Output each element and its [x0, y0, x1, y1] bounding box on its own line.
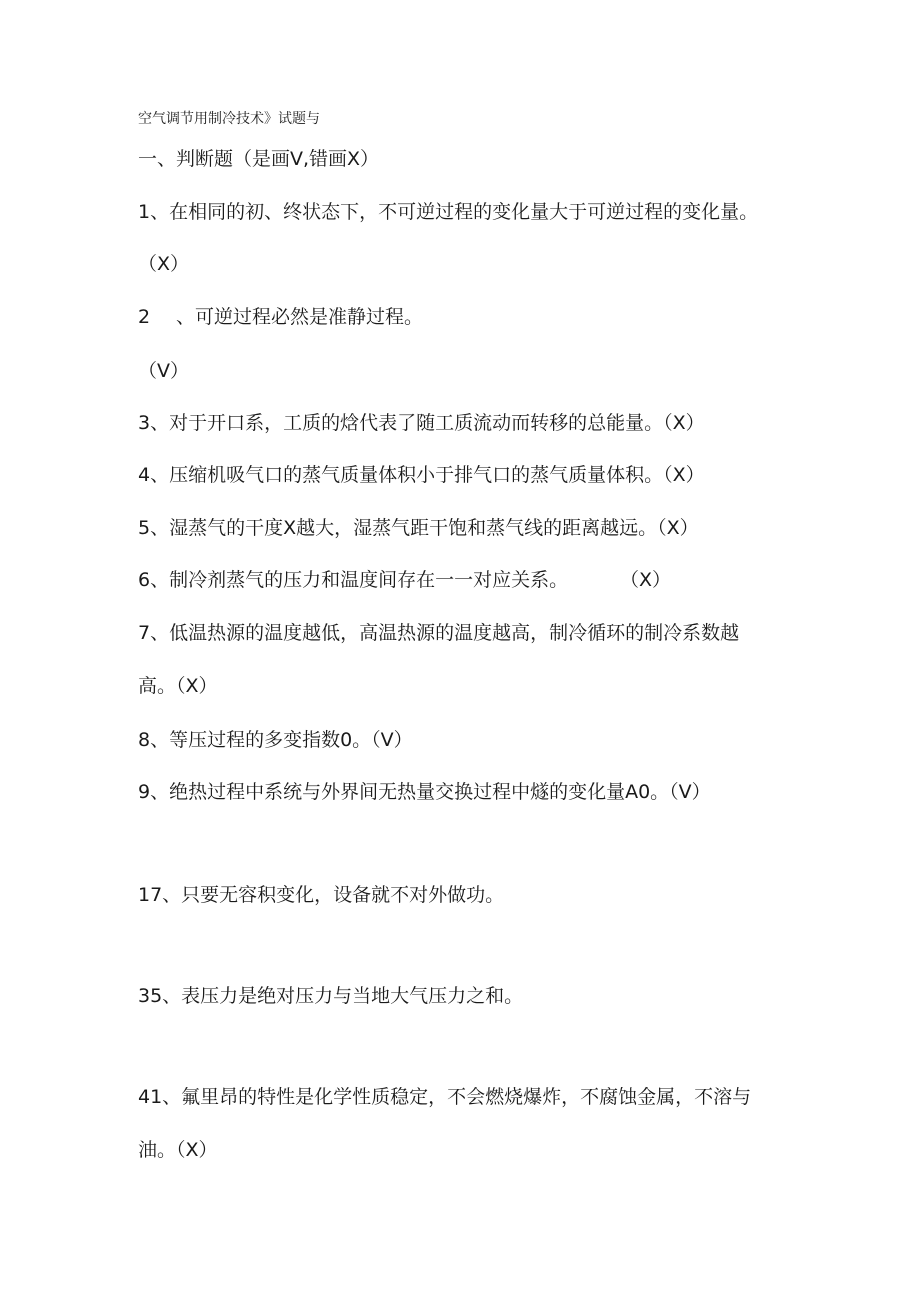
question-1-answer: （X）: [138, 253, 190, 275]
question-5: 5、湿蒸气的干度X越大，湿蒸气距干饱和蒸气线的距离越远。（X）: [138, 517, 699, 539]
question-7-continued: 高。（X）: [138, 675, 218, 697]
question-17: 17、只要无容积变化，设备就不对外做功。: [138, 884, 505, 906]
question-35: 35、表压力是绝对压力与当地大气压力之和。: [138, 985, 524, 1007]
document-title: 空气调节用制冷技术》试题与: [138, 111, 320, 127]
question-8: 8、等压过程的多变指数0。（V）: [138, 729, 413, 751]
question-41-continued: 油。（X）: [138, 1139, 218, 1161]
question-9: 9、绝热过程中系统与外界间无热量交换过程中燧的变化量A0。（V）: [138, 781, 711, 803]
question-7: 7、低温热源的温度越低，高温热源的温度越高，制冷循环的制冷系数越: [138, 622, 740, 644]
question-2: 、可逆过程必然是准静过程。: [176, 306, 424, 328]
section-heading: 一、判断题（是画V,错画X）: [138, 148, 380, 170]
question-1: 1、在相同的初、终状态下，不可逆过程的变化量大于可逆过程的变化量。: [138, 201, 759, 223]
question-3: 3、对于开口系，工质的焓代表了随工质流动而转移的总能量。（X）: [138, 412, 705, 434]
question-2-answer: （V）: [138, 360, 189, 382]
question-2-number: 2: [138, 306, 151, 328]
question-41: 41、氟里昂的特性是化学性质稳定，不会燃烧爆炸，不腐蚀金属，不溶与: [138, 1086, 752, 1108]
question-6-answer: （X）: [620, 569, 672, 591]
question-6: 6、制冷剂蒸气的压力和温度间存在一一对应关系。: [138, 569, 569, 591]
question-4: 4、压缩机吸气口的蒸气质量体积小于排气口的蒸气质量体积。（X）: [138, 464, 705, 486]
